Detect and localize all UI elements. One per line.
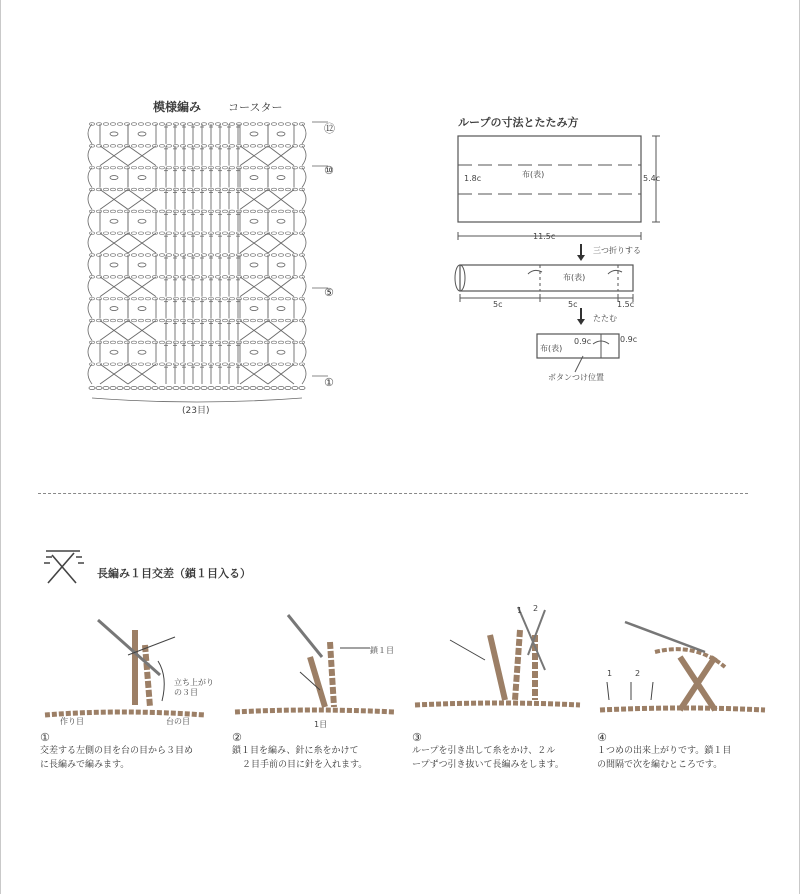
step-4-caption-line-2: の間隔で次を編むところです。 xyxy=(597,760,723,770)
row-marker-1: ① xyxy=(324,376,334,389)
step-1-label-tachiagari: 立ち上がり xyxy=(174,678,214,687)
row-marker-5: ⑤ xyxy=(324,286,334,299)
row-marker-10: ⑩ xyxy=(324,164,334,177)
step-3-caption-line-1: ループを引き出して糸をかけ、２ル xyxy=(412,746,556,756)
step-3-number: ③ xyxy=(412,731,422,744)
loop-step2-label: たたむ xyxy=(593,314,617,323)
step-3-label-2: 2 xyxy=(533,604,539,613)
technique-title: 長編み１目交差（鎖１目入る） xyxy=(97,567,251,580)
step-1-label-base-stitch: 台の目 xyxy=(166,717,190,726)
loop-fabric-label-3: 布(表) xyxy=(540,344,563,353)
loop-title: ループの寸法とたたみ方 xyxy=(458,116,579,129)
step-4-caption xyxy=(597,731,731,772)
step-3-caption xyxy=(412,731,564,772)
step-1-label-3-stitches: の３目 xyxy=(174,688,198,697)
loop-seg3-label: 1.5c xyxy=(617,300,635,309)
step-2-caption xyxy=(232,731,367,772)
step-4-label-1: 1 xyxy=(607,669,613,678)
loop-fold-a-label: 0.9c xyxy=(574,337,592,346)
loop-seg2-label: 5c xyxy=(568,300,578,309)
step-2-label-chain: 鎖１目 xyxy=(370,646,394,655)
loop-height-label: 5.4c xyxy=(643,174,661,183)
page-border-left xyxy=(0,0,1,894)
step-4-illustration xyxy=(595,612,775,722)
step-2-caption-line-2: ２目手前の目に針を入れます。 xyxy=(242,760,368,770)
coaster-subtitle: コースター xyxy=(228,101,283,114)
coaster-title: 模様編み xyxy=(153,100,202,114)
cross-stitch-symbol-icon xyxy=(40,543,86,589)
step-3-caption-line-2: ープずつ引き抜いて長編みをします。 xyxy=(412,760,564,770)
loop-width-label: 11.5c xyxy=(533,232,556,241)
loop-fabric-label-1: 布(表) xyxy=(522,170,545,179)
step-4-number: ④ xyxy=(597,731,607,744)
step-2-label-one-stitch: 1目 xyxy=(314,720,328,729)
step-1-label-foundation: 作り目 xyxy=(60,717,84,726)
loop-inner-label: 1.8c xyxy=(464,174,482,183)
step-3-label-1: 1 xyxy=(517,606,523,615)
loop-step1-label: 三つ折りする xyxy=(593,246,641,255)
section-divider xyxy=(38,493,748,494)
step-2-caption-line-1: 鎖１目を編み、針に糸をかけて xyxy=(232,746,359,756)
loop-seg1-label: 5c xyxy=(493,300,503,309)
step-1-caption-line-1: 交差する左側の目を台の目から３目め xyxy=(40,746,194,756)
row-marker-12: ⑫ xyxy=(324,122,335,135)
step-2-illustration xyxy=(230,612,410,722)
loop-fold-b-label: 0.9c xyxy=(620,335,638,344)
step-1-caption-line-2: に長編みで編みます。 xyxy=(40,760,130,770)
step-1-illustration xyxy=(40,615,220,725)
step-3-illustration xyxy=(410,605,590,715)
loop-fabric-label-2: 布(表) xyxy=(563,273,586,282)
coaster-width-label: (23目) xyxy=(182,406,210,416)
step-4-label-2: 2 xyxy=(635,669,641,678)
loop-button-position-label: ボタンつけ位置 xyxy=(548,373,604,382)
step-2-number: ② xyxy=(232,731,242,744)
coaster-stitch-chart xyxy=(80,114,340,414)
step-1-number: ① xyxy=(40,731,50,744)
step-4-caption-line-1: １つめの出来上がりです。鎖１目 xyxy=(597,746,732,756)
step-1-caption xyxy=(40,731,193,772)
